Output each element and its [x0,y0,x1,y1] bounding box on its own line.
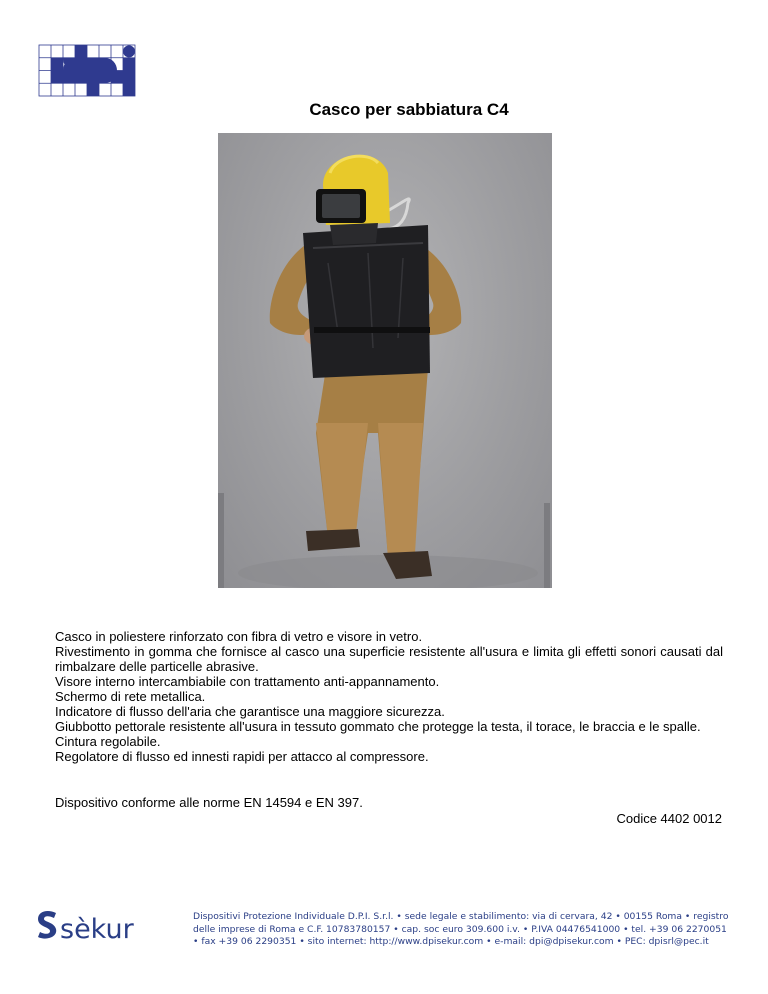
product-description [55,629,723,764]
footer-line: • fax +39 06 2290351 • sito internet: http://www.dpisekur.com • e-mail: dpi@dpisekur.com • PEC: dpisrl@pec.it [193,936,709,947]
page-title: Casco per sabbiatura C4 [309,100,509,119]
description-line: Visore interno intercambiabile con trattamento anti-appannamento. [55,674,440,689]
footer-line: delle imprese di Roma e C.F. 10783780157 • cap. soc euro 309.600 i.v. • P.IVA 04476541000 • tel. +39 06 2270051 [193,923,727,935]
footer-line: Dispositivi Protezione Individuale D.P.I. S.r.l. • sede legale e stabilimento: via di cervara, 42 • 00155 Roma • registro [193,911,729,922]
sekur-logo-text: sèkur [60,914,134,945]
description-line: Schermo di rete metallica. [55,689,206,704]
description-line: Casco in poliestere rinforzato con fibra di vetro e visore in vetro. [55,629,423,644]
sekur-logo [34,905,150,947]
product-code: Codice 4402 0012 [616,811,722,826]
product-photo [218,133,552,588]
description-line: Rivestimento in gomma che fornisce al casco una superficie resistente all'usura e limita gli effetti sonori causati dal rimbalzare delle particelle abrasive. [55,644,723,674]
description-line: Regolatore di flusso ed innesti rapidi per attacco al compressore. [55,749,429,764]
description-line: Cintura regolabile. [55,734,161,749]
description-line: Indicatore di flusso dell'aria che garantisce una maggiore sicurezza. [55,704,445,719]
company-footer [193,911,733,949]
conformity-note: Dispositivo conforme alle norme EN 14594 e EN 397. [55,795,363,810]
description-line: Giubbotto pettorale resistente all'usura in tessuto gommato che protegge la testa, il torace, le braccia e le spalle. [55,719,701,734]
sandblasting-suit-photo [218,133,552,588]
dpi-logo [38,44,136,97]
